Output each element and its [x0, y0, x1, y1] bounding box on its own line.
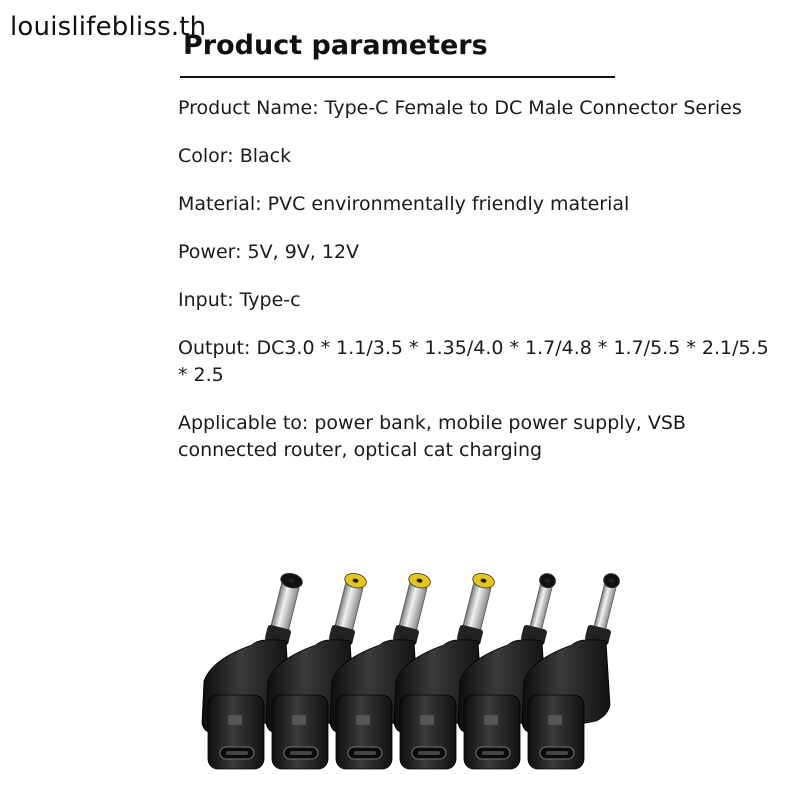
- parameter-list: [178, 95, 778, 485]
- usb-c-tongue: [290, 751, 312, 755]
- param-color: Color: Black: [178, 145, 292, 167]
- param-output: Output: DC3.0 * 1.1/3.5 * 1.35/4.0 * 1.7/4.8 * 1.7/5.5 * 2.1/5.5 * 2.5: [178, 337, 769, 386]
- title-divider: [180, 76, 615, 78]
- usb-c-tongue: [418, 751, 440, 755]
- param-product-name: Product Name: Type-C Female to DC Male Connector Series: [178, 97, 742, 119]
- param-applicable: Applicable to: power bank, mobile power supply, VSB connected router, optical cat charging: [178, 412, 686, 461]
- connector-set-illustration: [170, 555, 620, 785]
- connector-logo: [292, 715, 306, 725]
- connector-logo: [420, 715, 434, 725]
- page-title: Product parameters: [183, 30, 488, 61]
- usb-c-tongue: [226, 751, 248, 755]
- connector-logo: [548, 715, 562, 725]
- param-power: Power: 5V, 9V, 12V: [178, 241, 360, 263]
- usb-c-tongue: [546, 751, 568, 755]
- watermark: louislifebliss.th: [10, 12, 207, 42]
- usb-c-tongue: [482, 751, 504, 755]
- param-material: Material: PVC environmentally friendly material: [178, 193, 630, 215]
- product-image: [170, 555, 620, 785]
- connector-logo: [356, 715, 370, 725]
- usb-c-tongue: [354, 751, 376, 755]
- connector-logo: [228, 715, 242, 725]
- param-input: Input: Type-c: [178, 289, 301, 311]
- connector-logo: [484, 715, 498, 725]
